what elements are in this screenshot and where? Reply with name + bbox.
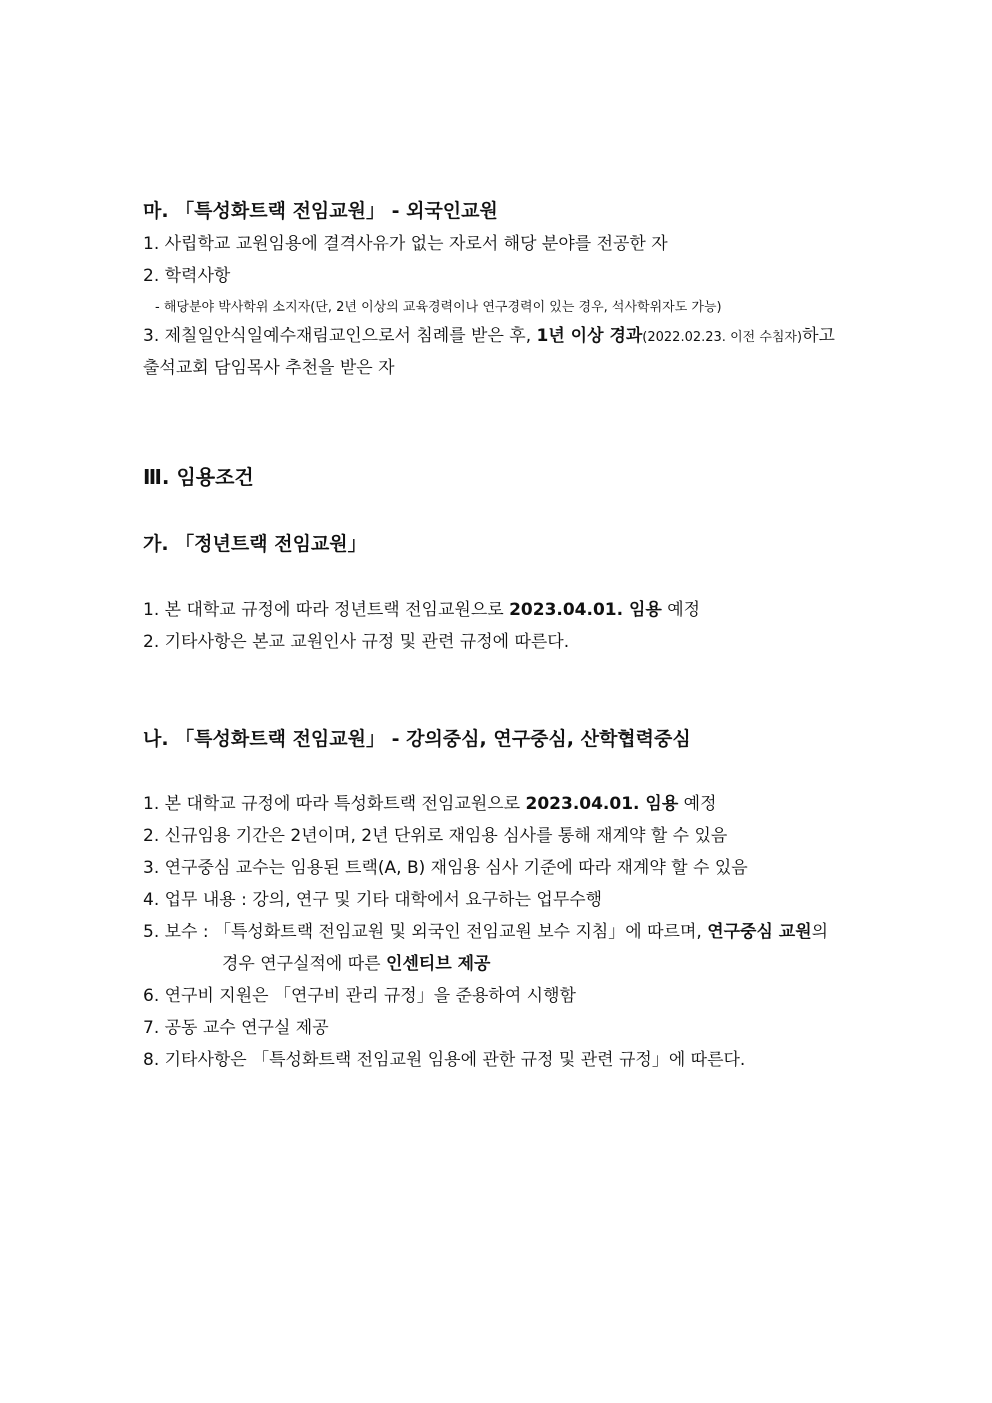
section-ma-item-3-small: (2022.02.23. 이전 수침자) (642, 330, 803, 345)
section-ga-item-1 (143, 598, 700, 622)
section-ma-item-3-text: 3. 제칠일안식일예수재림교인으로서 침례를 받은 후, (143, 326, 532, 346)
section-ma-item-3 (143, 324, 835, 350)
section-ga-item-2: 2. 기타사항은 본교 교원인사 규정 및 관련 규정에 따른다. (143, 632, 570, 652)
section-na-item-5-end: 의 (811, 922, 829, 942)
section-ma-item-3-line-2: 출석교회 담임목사 추천을 받은 자 (143, 358, 395, 378)
section-na-item-2: 2. 신규임용 기간은 2년이며, 2년 단위로 재임용 심사를 통해 재계약 할 수 있음 (143, 826, 728, 846)
section-ma-heading: 마. 「특성화트랙 전임교원」 - 외국인교원 (143, 200, 498, 222)
section-na-item-5-line-2-text: 경우 연구실적에 따른 (222, 954, 381, 974)
section-na-item-5-text: 5. 보수 : 「특성화트랙 전임교원 및 외국인 전임교원 보수 지침」에 따르며, (143, 922, 702, 942)
section-na-item-5-line-2 (222, 952, 490, 976)
section-na-item-1-bold: 2023.04.01. 임용 (525, 794, 679, 814)
section-na-item-1-end: 예정 (683, 794, 717, 814)
section-na-item-4: 4. 업무 내용 : 강의, 연구 및 기타 대학에서 요구하는 업무수행 (143, 890, 603, 910)
section-na-item-6: 6. 연구비 지원은 「연구비 관리 규정」을 준용하여 시행함 (143, 986, 576, 1006)
section-na-item-5 (143, 920, 828, 944)
section-na-item-5-bold: 연구중심 교원 (707, 922, 812, 942)
section-3-heading: Ⅲ. 임용조건 (143, 465, 254, 489)
section-na-item-1 (143, 792, 717, 816)
section-ga-item-1-bold: 2023.04.01. 임용 (509, 600, 662, 620)
section-ga-item-1-end: 예정 (667, 600, 701, 620)
section-na-item-3: 3. 연구중심 교수는 임용된 트랙(A, B) 재임용 심사 기준에 따라 재계약 할 수 있음 (143, 858, 748, 878)
section-na-item-7: 7. 공동 교수 연구실 제공 (143, 1018, 329, 1038)
section-ma-item-2: 2. 학력사항 (143, 266, 231, 286)
section-ga-item-1-text: 1. 본 대학교 규정에 따라 정년트랙 전임교원으로 (143, 600, 504, 620)
section-ma-item-2-note: - 해당분야 박사학위 소지자(단, 2년 이상의 교육경력이나 연구경력이 있는 경우, 석사학위자도 가능) (155, 300, 722, 315)
section-ma-item-3-bold: 1년 이상 경과 (536, 326, 643, 346)
section-na-item-1-text: 1. 본 대학교 규정에 따라 특성화트랙 전임교원으로 (143, 794, 521, 814)
section-ga-heading: 가. 「정년트랙 전임교원」 (143, 533, 367, 555)
section-na-item-5-line-2-bold: 인센티브 제공 (386, 954, 491, 974)
section-ma-item-1: 1. 사립학교 교원임용에 결격사유가 없는 자로서 해당 분야를 전공한 자 (143, 234, 668, 254)
section-na-item-8: 8. 기타사항은 「특성화트랙 전임교원 임용에 관한 규정 및 관련 규정」에 따른다. (143, 1050, 746, 1070)
section-ma-item-3-end: 하고 (802, 326, 835, 346)
section-na-heading: 나. 「특성화트랙 전임교원」 - 강의중심, 연구중심, 산학협력중심 (143, 728, 691, 750)
